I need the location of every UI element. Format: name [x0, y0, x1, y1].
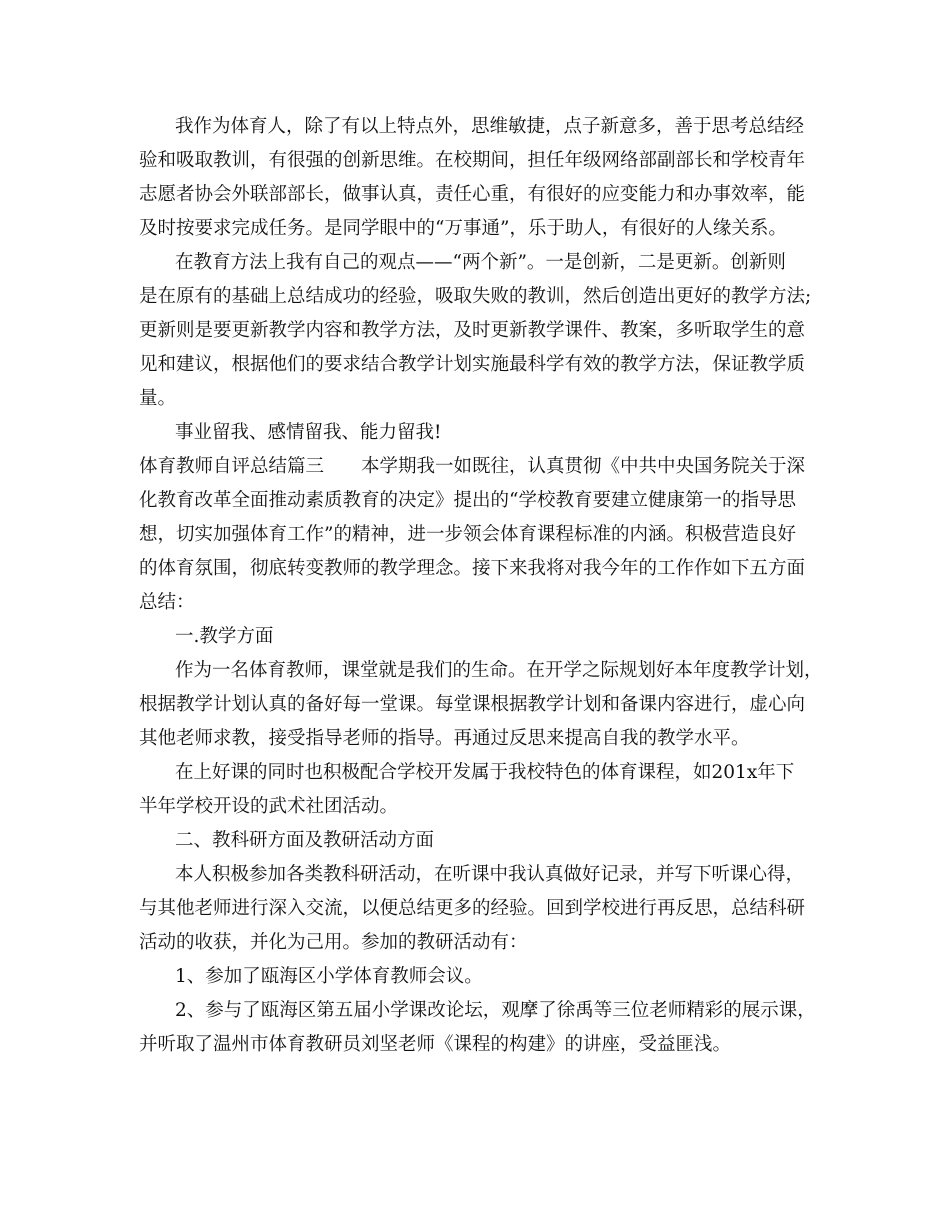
- subheading-line: 二、教科研方面及教研活动方面: [175, 830, 435, 851]
- text-line: 半年学校开设的武术社团活动。: [139, 796, 399, 817]
- text-line: 化教育改革全面推动素质教育的决定》提出的“学校教育要建立健康第一的指导思: [139, 490, 796, 511]
- list-item-line: 1、参加了瓯海区小学体育教师会议。: [175, 966, 483, 987]
- text-line: 验和吸取教训，有很强的创新思维。在校期间，担任年级网络部副部长和学校青年: [139, 150, 806, 171]
- text-line: 事业留我、感情留我、能力留我!: [175, 422, 442, 443]
- text-line: 与其他老师进行深入交流，以便总结更多的经验。回到学校进行再反思，总结科研: [139, 898, 806, 919]
- text-line: 本人积极参加各类教科研活动，在听课中我认真做好记录，并写下听课心得，: [175, 864, 805, 885]
- text-line: 的体育氛围，彻底转变教师的教学理念。接下来我将对我今年的工作作如下五方面: [139, 558, 806, 579]
- text-line: 及时按要求完成任务。是同学眼中的“万事通”，乐于助人，有很好的人缘关系。: [139, 218, 787, 239]
- section-heading-line: 体育教师自评总结篇三 本学期我一如既往，认真贯彻《中共中央国务院关于深: [139, 456, 806, 477]
- text-line: 更新则是要更新教学内容和教学方法，及时更新教学课件、教案，多听取学生的意: [139, 320, 806, 341]
- text-line: 想，切实加强体育工作”的精神，进一步领会体育课程标准的内涵。积极营造良好: [139, 524, 796, 545]
- text-line: 我作为体育人，除了有以上特点外，思维敏捷，点子新意多，善于思考总结经: [175, 116, 805, 137]
- text-line: 在教育方法上我有自己的观点——“两个新”。一是创新，二是更新。创新则: [175, 252, 786, 273]
- text-line: 并听取了温州市体育教研员刘坚老师《课程的构建》的讲座，受益匪浅。: [139, 1034, 732, 1055]
- subheading-line: 一.教学方面: [175, 626, 274, 647]
- text-line: 见和建议，根据他们的要求结合教学计划实施最科学有效的教学方法，保证教学质: [139, 354, 806, 375]
- text-line: 活动的收获，并化为己用。参加的教研活动有：: [139, 932, 528, 953]
- text-line: 量。: [139, 388, 177, 409]
- text-line: 作为一名体育教师，课堂就是我们的生命。在开学之际规划好本年度教学计划，: [175, 660, 823, 681]
- text-line: 志愿者协会外联部部长，做事认真，责任心重，有很好的应变能力和办事效率，能: [139, 184, 806, 205]
- text-line: 在上好课的同时也积极配合学校开发属于我校特色的体育课程，如201x年下: [175, 762, 795, 783]
- text-line: 总结：: [139, 592, 195, 613]
- text-line: 根据教学计划认真的备好每一堂课。每堂课根据教学计划和备课内容进行，虚心向: [139, 694, 806, 715]
- list-item-line: 2、参与了瓯海区第五届小学课改论坛，观摩了徐禹等三位老师精彩的展示课，: [175, 1000, 816, 1021]
- text-line: 是在原有的基础上总结成功的经验，吸取失败的教训，然后创造出更好的教学方法;: [139, 286, 812, 307]
- text-line: 其他老师求教，接受指导老师的指导。再通过反思来提高自我的教学水平。: [139, 728, 750, 749]
